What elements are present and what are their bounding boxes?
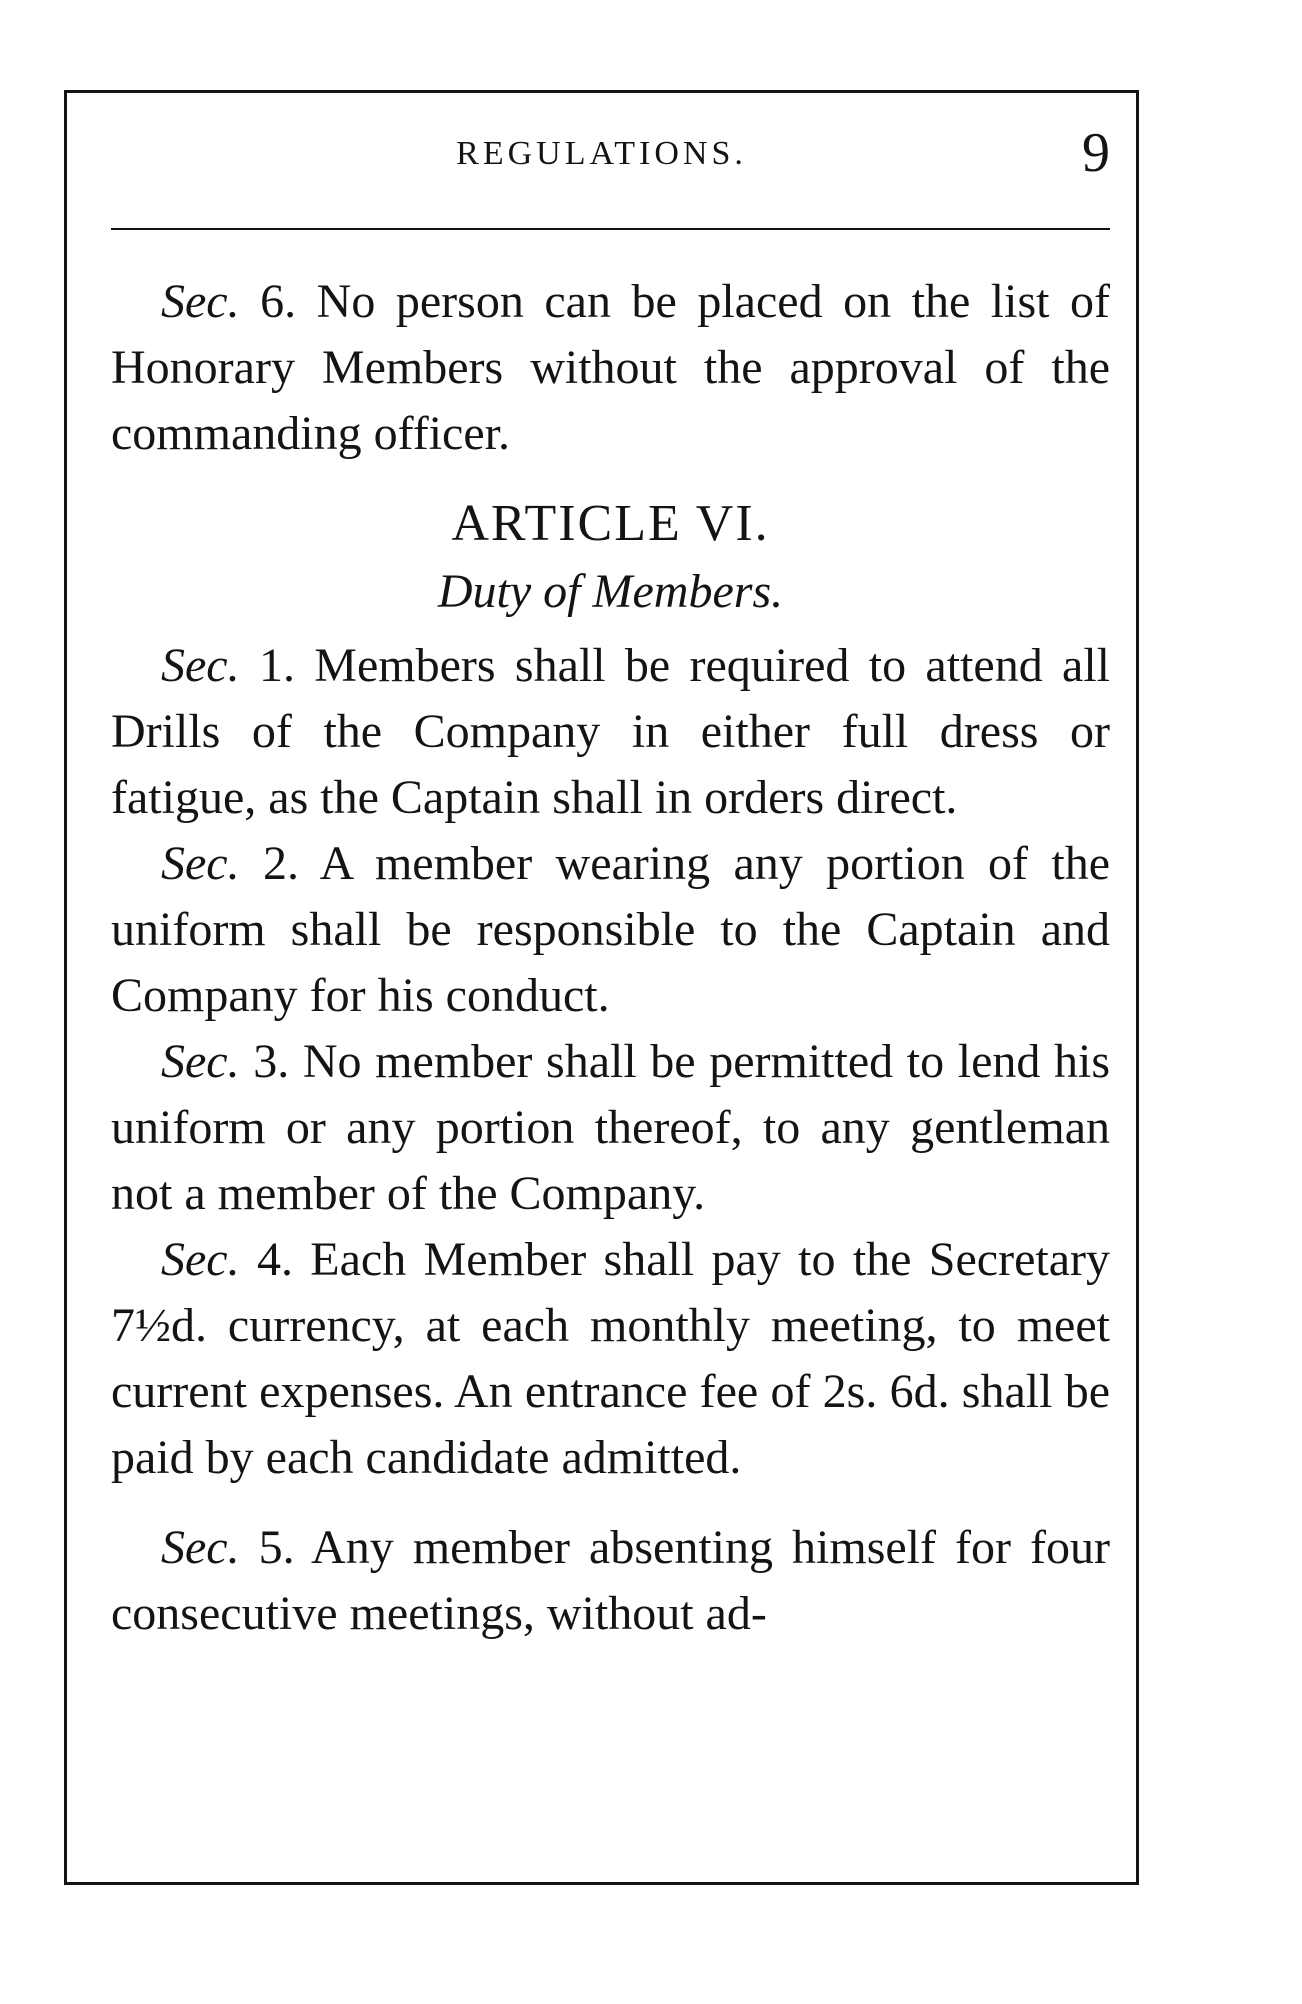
page-number: 9 xyxy=(1082,122,1110,184)
section-label: Sec. xyxy=(161,1521,240,1574)
section-label: Sec. xyxy=(161,837,240,890)
section-text: Members shall be required to attend all Drills of the Company in either full dress or fatigue, as the Captain shall in orders direct. xyxy=(111,639,1110,824)
section-number: 6. xyxy=(260,275,297,328)
section-label: Sec. xyxy=(161,639,240,692)
section-number: 3. xyxy=(253,1035,290,1088)
section-text: Any member absenting himself for four consecutive meetings, without ad- xyxy=(111,1521,1110,1640)
section-5-paragraph xyxy=(111,1515,1110,1647)
running-head xyxy=(67,122,1136,191)
text-body xyxy=(111,269,1110,1647)
header-rule xyxy=(111,228,1110,230)
section-number: 1. xyxy=(258,639,295,692)
section-text: No member shall be permitted to lend his uniform or any portion thereof, to any gentleman not a member of the Company. xyxy=(111,1035,1111,1220)
section-3-paragraph xyxy=(111,1029,1110,1227)
page-frame xyxy=(64,90,1139,1885)
section-text: No person can be placed on the list of Honorary Members without the approval of the commanding officer. xyxy=(111,275,1111,460)
section-1-paragraph xyxy=(111,633,1110,831)
article-heading: ARTICLE VI. xyxy=(451,495,770,552)
section-text: A member wearing any portion of the uniform shall be responsible to the Captain and Company for his conduct. xyxy=(111,837,1110,1022)
section-4-paragraph xyxy=(111,1227,1110,1491)
section-label: Sec. xyxy=(161,1035,240,1088)
section-6-paragraph xyxy=(111,269,1110,467)
article-subtitle: Duty of Members. xyxy=(437,565,784,618)
section-text: Each Member shall pay to the Secretary 7½d. currency, at each monthly meeting, to meet current expenses. An entrance fee of 2s. 6d. shall be paid by each candidate admitted. xyxy=(111,1233,1111,1484)
running-title: REGULATIONS. xyxy=(456,135,747,172)
section-label: Sec. xyxy=(161,275,240,328)
section-number: 2. xyxy=(262,837,299,890)
section-number: 4. xyxy=(256,1233,293,1286)
section-label: Sec. xyxy=(161,1233,240,1286)
section-2-paragraph xyxy=(111,831,1110,1029)
section-number: 5. xyxy=(258,1521,295,1574)
